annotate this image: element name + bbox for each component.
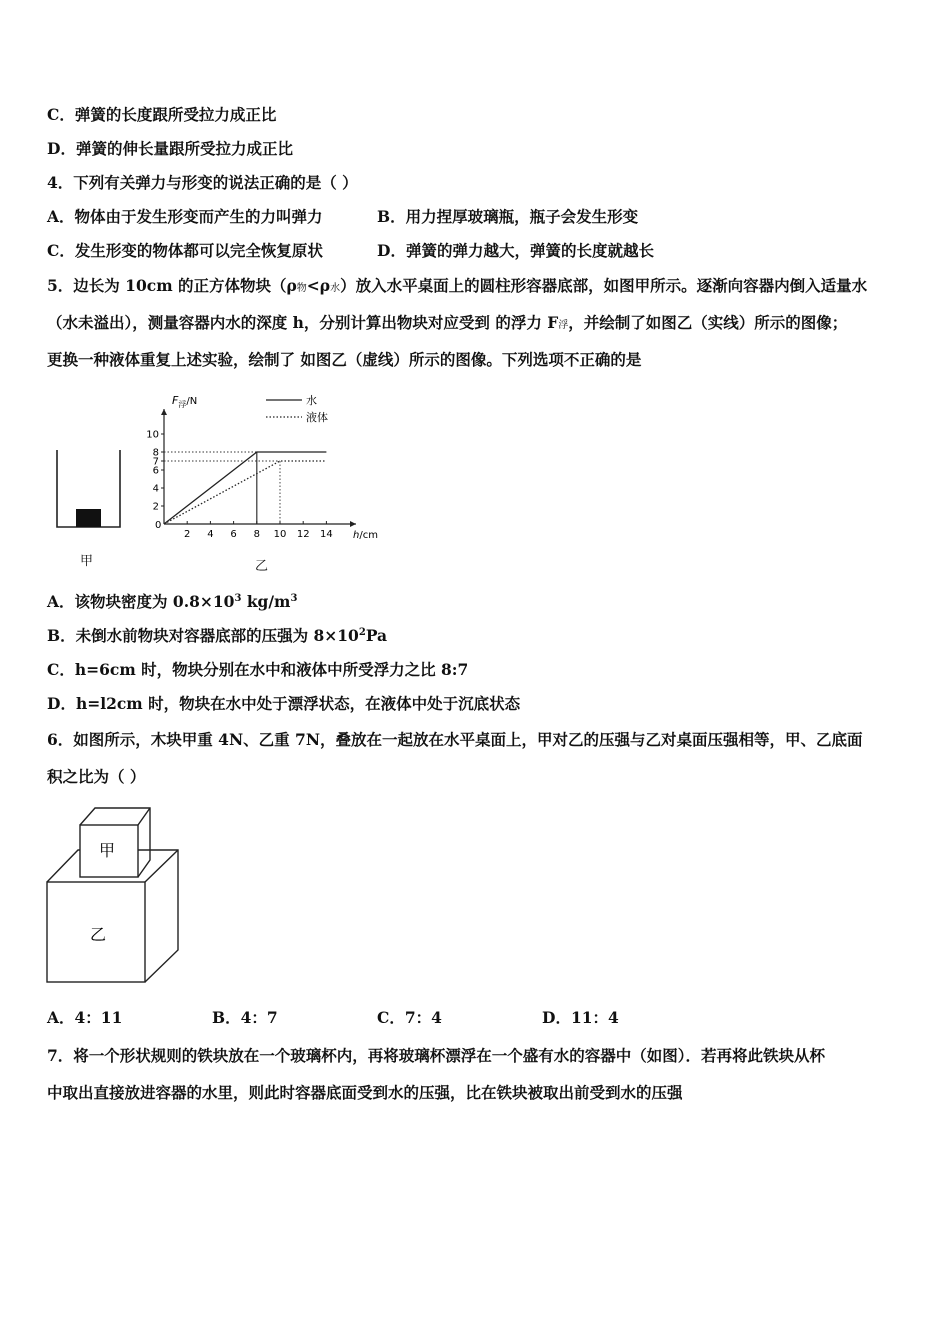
q5-figure-jia <box>50 445 130 535</box>
block-jia-edge <box>138 808 150 825</box>
series-liquid-line <box>164 461 326 524</box>
x-axis-arrow <box>350 521 356 527</box>
q4-option-b: B．用力捏厚玻璃瓶，瓶子会发生形变 <box>377 207 639 226</box>
q5-option-b-exp: 2 <box>358 626 366 638</box>
q5-option-b <box>47 624 387 646</box>
q5-stem-line3: 更换一种液体重复上述实验，绘制了 如图乙（虚线）所示的图像。下列选项不正确的是 <box>47 350 642 369</box>
chart-xlabel: h/cm <box>353 530 378 541</box>
q5-stem-line1-lt: <ρ <box>306 276 331 295</box>
q6-option-c: C．7：4 <box>377 1008 442 1027</box>
y-tick-label: 4 <box>152 483 159 495</box>
x-tick-label: 14 <box>320 529 333 540</box>
q4-option-d: D．弹簧的弹力越大，弹簧的长度就越长 <box>377 241 654 260</box>
q3-option-c: C．弹簧的长度跟所受拉力成正比 <box>47 105 277 124</box>
y-tick-label: 2 <box>152 501 159 513</box>
chart-guides <box>164 452 280 524</box>
legend-water-label: 水 <box>306 394 317 407</box>
y-tick-label: 8 <box>152 447 159 459</box>
q5-option-d: D．h=l2cm 时，物块在水中处于漂浮状态，在液体中处于沉底状态 <box>47 694 521 713</box>
q5-fig-yi-label: 乙 <box>255 559 269 574</box>
x-tick-label: 6 <box>230 529 237 540</box>
x-tick-label: 12 <box>296 529 310 540</box>
block-jia-label: 甲 <box>99 841 116 860</box>
q5-stem-line1 <box>47 274 867 296</box>
origin-label: 0 <box>155 520 162 531</box>
q5-option-b-unit: Pa <box>365 626 388 645</box>
q6-option-a: A．4：11 <box>47 1008 123 1027</box>
q3-option-d: D．弹簧的伸长量跟所受拉力成正比 <box>47 139 293 158</box>
q5-option-a-unit: kg/m <box>241 592 291 611</box>
q6-option-d: D．11：4 <box>542 1008 619 1027</box>
q5-fig-jia-label: 甲 <box>80 554 94 569</box>
chart-series <box>164 452 326 524</box>
q5-sub-shui: 水 <box>330 283 341 294</box>
q5-stem-line2-a: （水未溢出），测量容器内水的深度 h，分别计算出物块对应受到 的浮力 F <box>47 313 559 332</box>
q5-option-c: C．h=6cm 时，物块分别在水中和液体中所受浮力之比 8:7 <box>47 660 469 679</box>
x-tick-label: 2 <box>184 529 191 540</box>
q5-option-a-exp2: 3 <box>290 592 298 604</box>
x-tick-label: 4 <box>207 529 214 540</box>
y-tick-label: 10 <box>146 429 159 441</box>
q6-stem-line2: 积之比为（ ） <box>47 767 146 786</box>
q6-option-b: B．4：7 <box>212 1008 278 1027</box>
q6-stacked-blocks-figure <box>40 800 190 990</box>
x-tick-label: 8 <box>253 529 260 540</box>
x-tick-label: 10 <box>273 529 287 540</box>
chart-ylabel: $F_浮/N$ <box>172 394 198 409</box>
q5-stem-line2 <box>47 311 847 333</box>
series-water-line <box>164 452 326 524</box>
q5-option-a-text: A．该物块密度为 0.8×10 <box>47 592 235 611</box>
q5-sub-fu: 浮 <box>558 320 569 331</box>
q7-stem-line2: 中取出直接放进容器的水里，则此时容器底面受到水的压强，比在铁块被取出前受到水的压强 <box>47 1083 683 1102</box>
q5-option-a-exp: 3 <box>234 592 242 604</box>
y-tick-label: 7 <box>152 456 159 468</box>
q5-sub-wu: 物 <box>296 283 307 294</box>
q4-option-a: A．物体由于发生形变而产生的力叫弹力 <box>47 207 323 226</box>
q5-figure-yi-chart <box>140 388 390 548</box>
y-axis-arrow <box>161 409 167 415</box>
legend-liquid-label: 液体 <box>306 411 328 424</box>
block <box>76 509 101 527</box>
q5-stem-line1-a: 5．边长为 10cm 的正方体物块（ρ <box>47 276 297 295</box>
q4-option-c: C．发生形变的物体都可以完全恢复原状 <box>47 241 323 260</box>
q5-option-b-text: B．未倒水前物块对容器底部的压强为 8×10 <box>47 626 359 645</box>
chart-axes <box>161 409 356 527</box>
block-yi-label: 乙 <box>90 925 107 944</box>
q6-stem-line1: 6．如图所示，木块甲重 4N、乙重 7N，叠放在一起放在水平桌面上，甲对乙的压强与乙对桌面压强相等，甲、乙底面 <box>47 730 863 749</box>
y-tick-label: 6 <box>152 465 159 477</box>
q5-option-a <box>47 590 297 612</box>
q5-stem-line2-b: ，并绘制了如图乙（实线）所示的图像； <box>568 313 848 332</box>
q5-stem-line1-b: ）放入水平桌面上的圆柱形容器底部，如图甲所示。逐渐向容器内倒入适量水 <box>340 276 868 295</box>
q4-stem: 4．下列有关弹力与形变的说法正确的是（ ） <box>47 173 358 192</box>
q7-stem-line1: 7．将一个形状规则的铁块放在一个玻璃杯内，再将玻璃杯漂浮在一个盛有水的容器中（如图）．若再将此铁块从杯 <box>47 1046 826 1065</box>
